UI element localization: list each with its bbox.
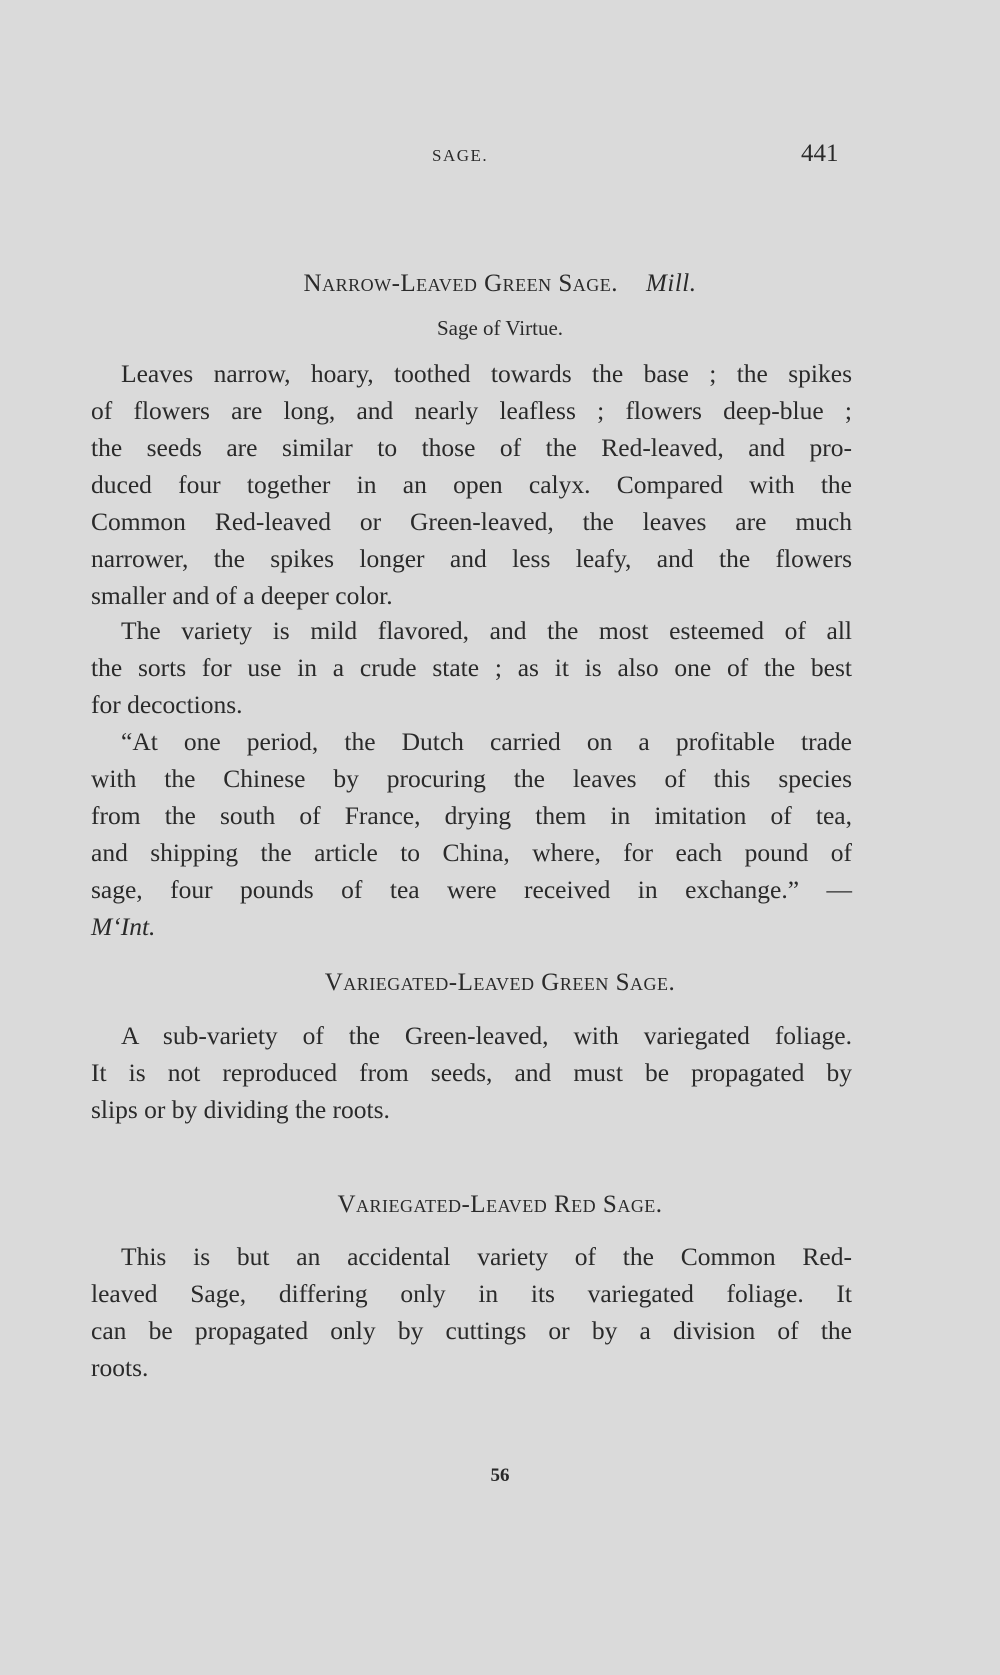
text-line: M‘Int.	[91, 912, 156, 941]
text-line: for decoctions.	[91, 690, 243, 719]
text-line: A sub-variety of the Green-leaved, with variegated foliage.	[121, 1021, 852, 1050]
paragraph	[91, 1017, 852, 1128]
text-line: with the Chinese by procuring the leaves of this species	[91, 764, 852, 793]
paragraph	[91, 723, 852, 945]
text-line: Leaves narrow, hoary, toothed towards the base ; the spikes	[121, 359, 852, 388]
section-heading: Variegated-Leaved Green Sage.	[324, 969, 676, 996]
signature-mark: 56	[490, 1465, 510, 1486]
text-line: “At one period, the Dutch carried on a profitable trade	[121, 727, 852, 756]
heading-authority: Mill.	[646, 270, 697, 297]
text-line: leaved Sage, differing only in its variegated foliage. It	[91, 1279, 852, 1308]
text-line: Common Red-leaved or Green-leaved, the leaves are much	[91, 507, 852, 536]
paragraph	[91, 1238, 852, 1386]
text-line: and shipping the article to China, where, for each pound of	[91, 838, 852, 867]
section-heading: Variegated-Leaved Red Sage.	[337, 1191, 663, 1218]
paragraph	[91, 355, 852, 614]
text-line: duced four together in an open calyx. Compared with the	[91, 470, 852, 499]
text-line: It is not reproduced from seeds, and must be propagated by	[91, 1058, 852, 1087]
running-title: SAGE.	[432, 146, 489, 165]
text-line: narrower, the spikes longer and less leafy, and the flowers	[91, 544, 852, 573]
text-line: the sorts for use in a crude state ; as it is also one of the best	[91, 653, 852, 682]
page-number: 441	[801, 140, 839, 167]
text-line: The variety is mild flavored, and the most esteemed of all	[121, 616, 852, 645]
heading-title: Narrow-Leaved Green Sage.	[303, 270, 619, 297]
text-line: sage, four pounds of tea were received in exchange.” —	[91, 875, 852, 904]
text-line: This is but an accidental variety of the Common Red-	[121, 1242, 852, 1271]
text-line: can be propagated only by cuttings or by a division of the	[91, 1316, 852, 1345]
section-subtitle: Sage of Virtue.	[436, 316, 564, 340]
text-line: smaller and of a deeper color.	[91, 581, 393, 610]
text-line: from the south of France, drying them in imitation of tea,	[91, 801, 852, 830]
text-line: of flowers are long, and nearly leafless ; flowers deep-blue ;	[91, 396, 852, 425]
text-line: the seeds are similar to those of the Red-leaved, and pro-	[91, 433, 852, 462]
text-line: roots.	[91, 1353, 149, 1382]
text-line: slips or by dividing the roots.	[91, 1095, 390, 1124]
section-heading	[0, 270, 1000, 298]
paragraph	[91, 612, 852, 723]
